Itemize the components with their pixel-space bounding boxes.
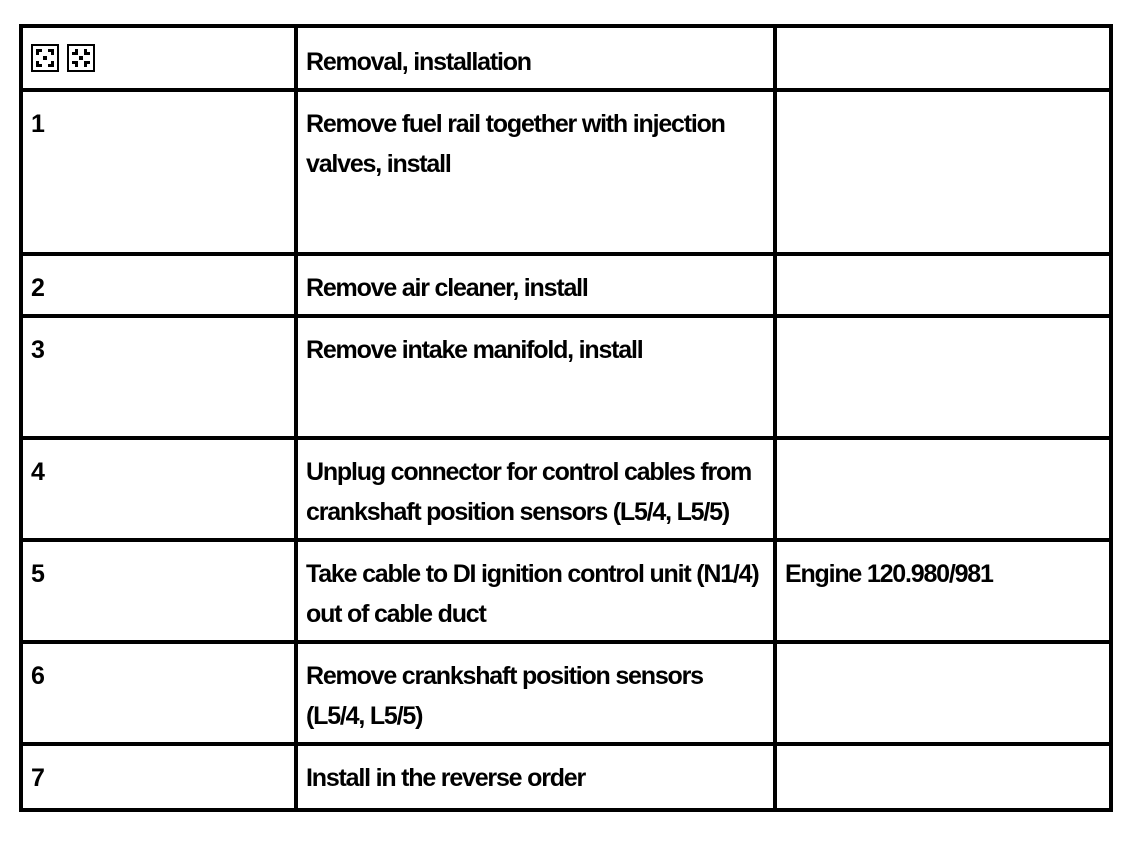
step-text: Remove fuel rail together with injection valves, install: [296, 90, 775, 254]
step-text: Remove crankshaft position sensors (L5/4, L5/5): [296, 642, 775, 744]
step-text: Remove intake manifold, install: [296, 316, 775, 438]
step-note: [775, 90, 1111, 254]
step-note: [775, 316, 1111, 438]
procedure-table: [19, 24, 1113, 812]
step-row: [21, 438, 1111, 540]
step-number: 4: [21, 438, 296, 540]
installation-icon: [67, 44, 95, 72]
header-row: [21, 26, 1111, 90]
step-row: [21, 90, 1111, 254]
step-text: Remove air cleaner, install: [296, 254, 775, 316]
step-number: 5: [21, 540, 296, 642]
step-text: Unplug connector for control cables from crankshaft position sensors (L5/4, L5/5): [296, 438, 775, 540]
step-note: [775, 438, 1111, 540]
step-number: 6: [21, 642, 296, 744]
step-note: [775, 642, 1111, 744]
header-title: Removal, installation: [296, 26, 775, 90]
step-number: 3: [21, 316, 296, 438]
step-note: Engine 120.980/981: [775, 540, 1111, 642]
step-row: [21, 744, 1111, 810]
step-note: [775, 254, 1111, 316]
step-text: Take cable to DI ignition control unit (N1/4) out of cable duct: [296, 540, 775, 642]
step-row: [21, 540, 1111, 642]
header-icons-cell: [21, 26, 296, 90]
header-note-cell: [775, 26, 1111, 90]
step-number: 2: [21, 254, 296, 316]
removal-icon: [31, 44, 59, 72]
step-note: [775, 744, 1111, 810]
step-row: [21, 254, 1111, 316]
step-number: 7: [21, 744, 296, 810]
step-row: [21, 642, 1111, 744]
step-number: 1: [21, 90, 296, 254]
step-row: [21, 316, 1111, 438]
step-text: Install in the reverse order: [296, 744, 775, 810]
